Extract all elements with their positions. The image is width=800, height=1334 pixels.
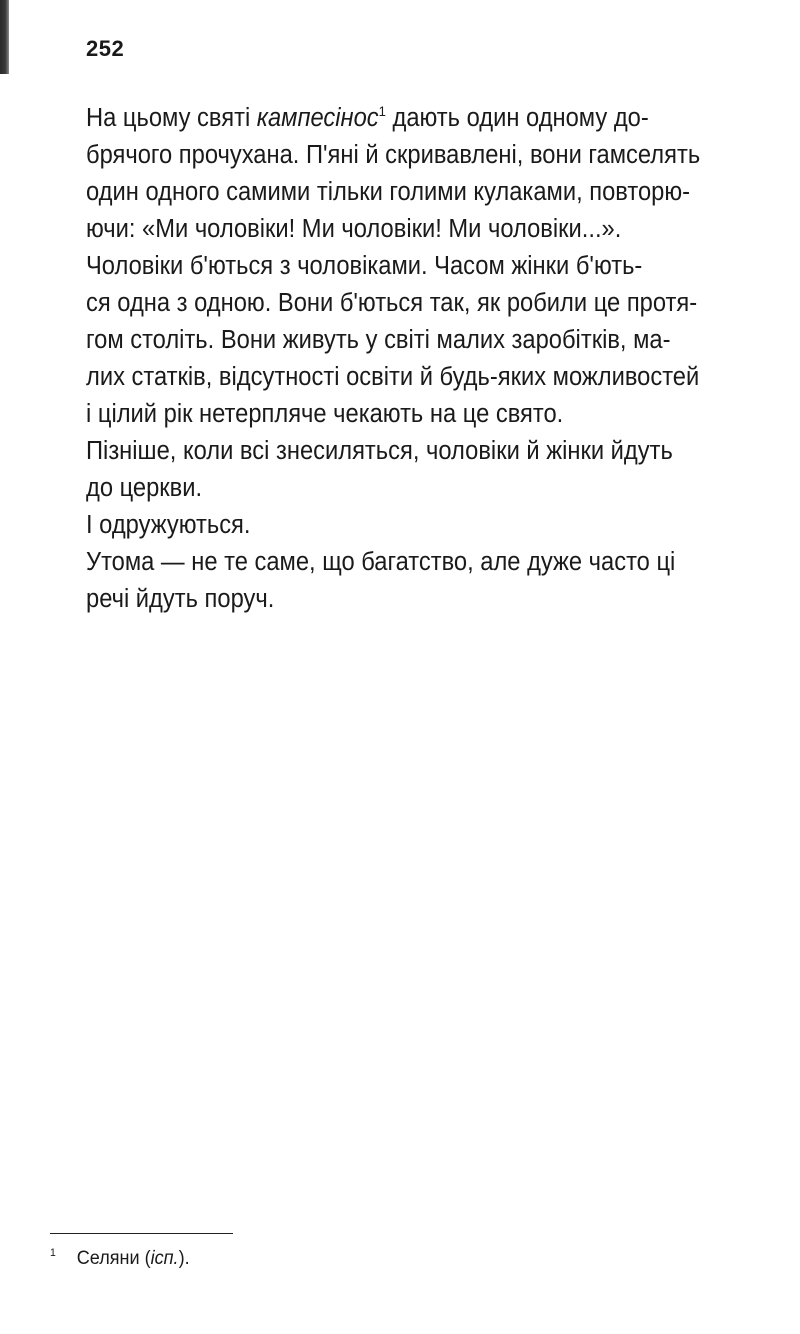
spine-shadow xyxy=(0,0,9,74)
text-line-6: ся одна з одною. Вони б'ються так, як робили це протя- xyxy=(86,289,698,317)
text-line-9: і цілий рік нетерпляче чекають на це свято. xyxy=(86,400,564,428)
footnote-divider xyxy=(50,1233,233,1234)
text-line-4: ючи: «Ми чоловіки! Ми чоловіки! Ми чоловіки...». xyxy=(86,215,622,243)
page-number: 252 xyxy=(86,36,125,61)
text-line-11: до церкви. xyxy=(86,474,203,502)
text-line-1 xyxy=(86,100,694,137)
text-line-12: І одружуються. xyxy=(86,511,251,539)
text-line-5: Чоловіки б'ються з чоловіками. Часом жінки б'ють- xyxy=(86,252,643,280)
footnote xyxy=(50,1247,190,1271)
footnote-marker: 1 xyxy=(50,1247,56,1259)
text-line-3: один одного самими тільки голими кулаками, повторю- xyxy=(86,178,691,206)
text-line-7: гом століть. Вони живуть у світі малих заробітків, ма- xyxy=(86,326,671,354)
footnote-reference: 1 xyxy=(378,103,386,119)
italic-term: кампесінос xyxy=(256,104,379,132)
text-line-10: Пізніше, коли всі знесиляться, чоловіки й жінки йдуть xyxy=(86,437,673,465)
footnote-text-end: ). xyxy=(178,1248,190,1269)
text-line-13: Утома — не те саме, що багатство, але дуже часто ці xyxy=(86,548,676,576)
text-line-1-start: На цьому святі xyxy=(86,104,257,132)
footnote-text-start: Селяни ( xyxy=(76,1248,151,1269)
text-line-8: лих статків, відсутності освіти й будь-яких можливостей xyxy=(86,363,700,391)
text-line-2: брячого прочухана. П'яні й скривавлені, вони гамселять xyxy=(86,141,701,169)
body-text xyxy=(86,100,740,618)
footnote-italic: ісп. xyxy=(150,1248,179,1269)
text-line-1-end: дають один одному до- xyxy=(385,104,649,132)
text-line-14: речі йдуть поруч. xyxy=(86,585,275,613)
